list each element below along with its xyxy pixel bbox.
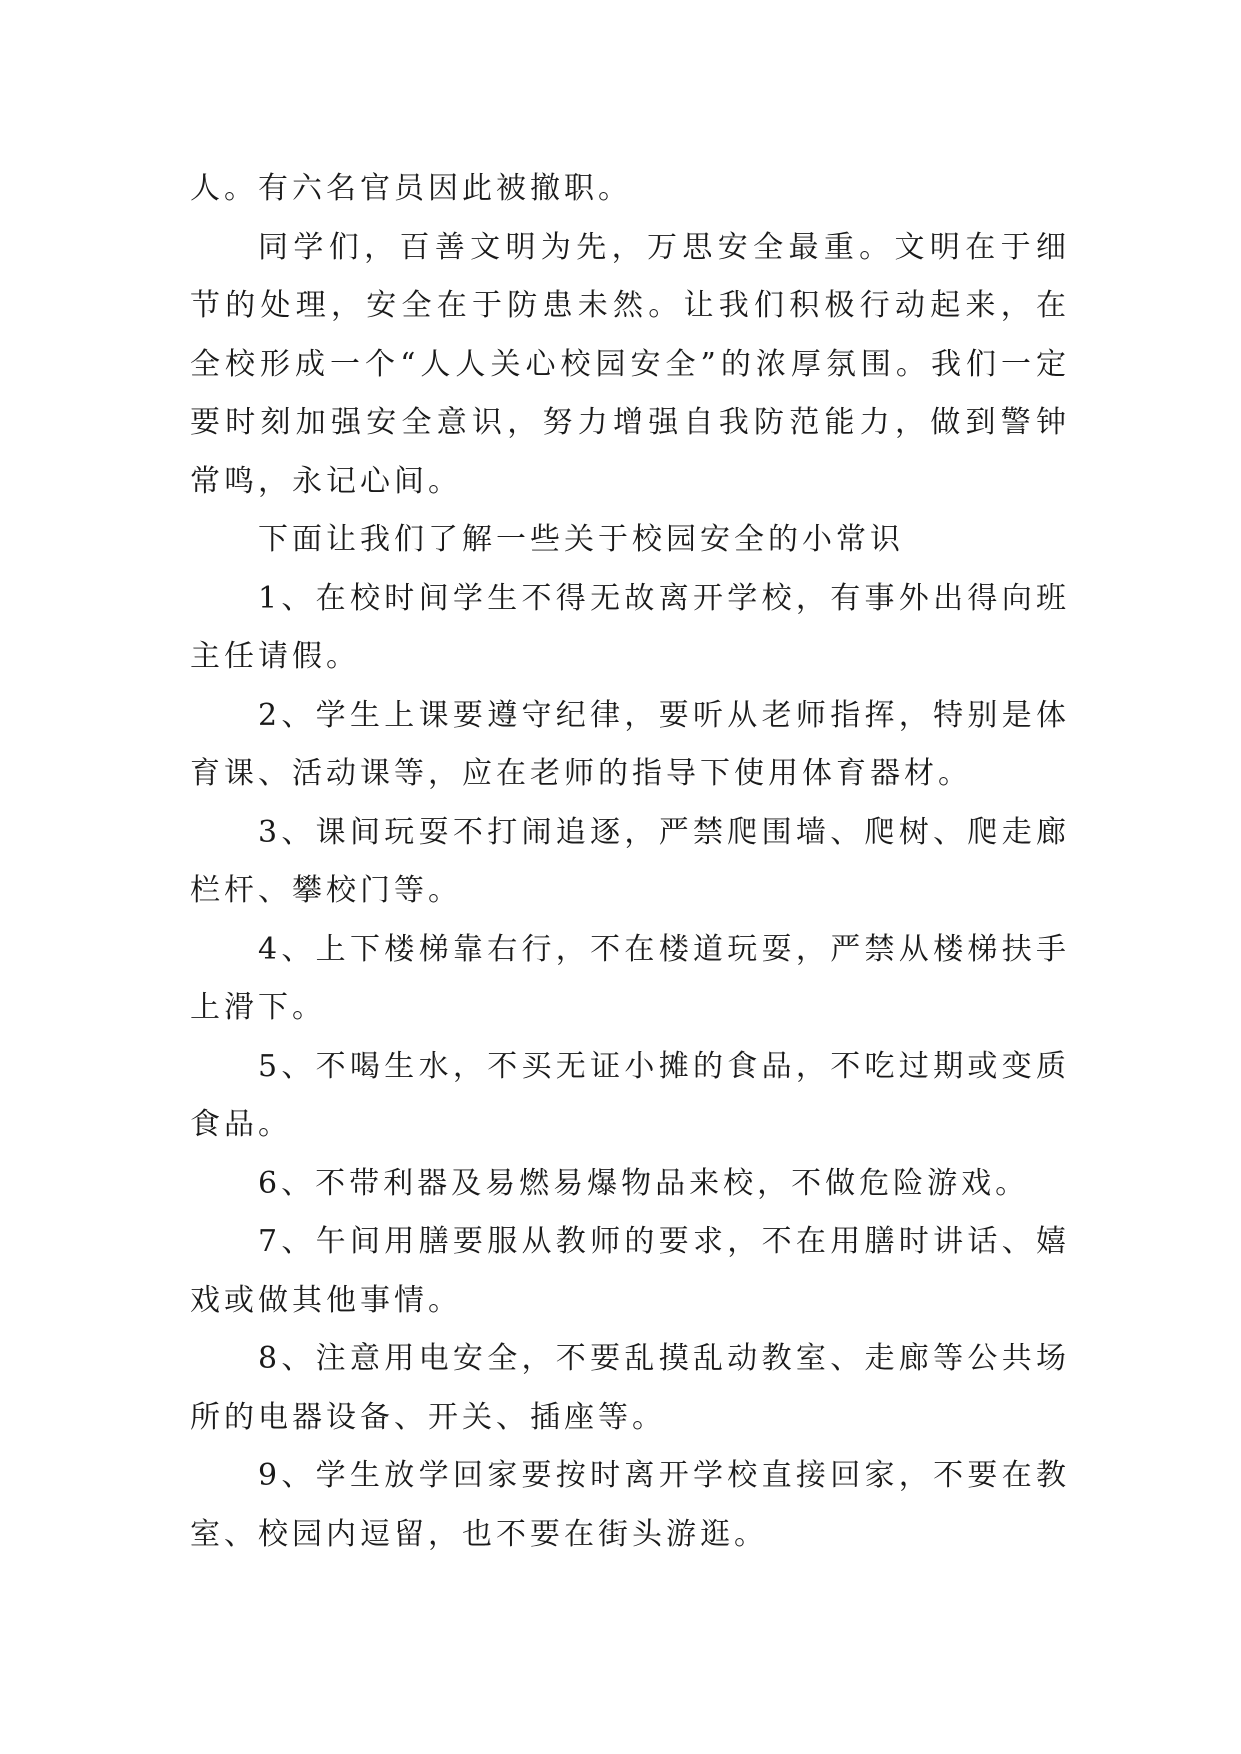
paragraph-safety-appeal: 同学们，百善文明为先，万思安全最重。文明在于细节的处理，安全在于防患未然。让我们积极行动起来，在全校形成一个“人人关心校园安全”的浓厚氛围。我们一定要时刻加强安全意识，努力增强自我防范能力，做到警钟常鸣，永记心间。 bbox=[190, 229, 1070, 499]
document-body bbox=[190, 160, 1070, 1564]
list-item-tip-2: 2、学生上课要遵守纪律，要听从老师指挥，特别是体育课、活动课等，应在老师的指导下使用体育器材。 bbox=[190, 697, 1070, 791]
list-item-tip-7: 7、午间用膳要服从教师的要求，不在用膳时讲话、嬉戏或做其他事情。 bbox=[190, 1224, 1070, 1318]
list-item-tip-6: 6、不带利器及易燃易爆物品来校，不做危险游戏。 bbox=[258, 1165, 1030, 1201]
list-item-tip-3: 3、课间玩耍不打闹追逐，严禁爬围墙、爬树、爬走廊栏杆、攀校门等。 bbox=[190, 814, 1070, 908]
list-item-tip-8: 8、注意用电安全，不要乱摸乱动教室、走廊等公共场所的电器设备、开关、插座等。 bbox=[190, 1341, 1070, 1435]
list-item-tip-9: 9、学生放学回家要按时离开学校直接回家，不要在教室、校园内逗留，也不要在街头游逛。 bbox=[190, 1458, 1070, 1552]
paragraph-tips-intro: 下面让我们了解一些关于校园安全的小常识 bbox=[258, 522, 904, 557]
list-item-tip-4: 4、上下楼梯靠右行，不在楼道玩耍，严禁从楼梯扶手上滑下。 bbox=[190, 931, 1070, 1025]
list-item-tip-5: 5、不喝生水，不买无证小摊的食品，不吃过期或变质食品。 bbox=[190, 1048, 1070, 1142]
list-item-tip-1: 1、在校时间学生不得无故离开学校，有事外出得向班主任请假。 bbox=[190, 580, 1070, 674]
paragraph-continuation: 人。有六名官员因此被撤职。 bbox=[190, 171, 632, 206]
